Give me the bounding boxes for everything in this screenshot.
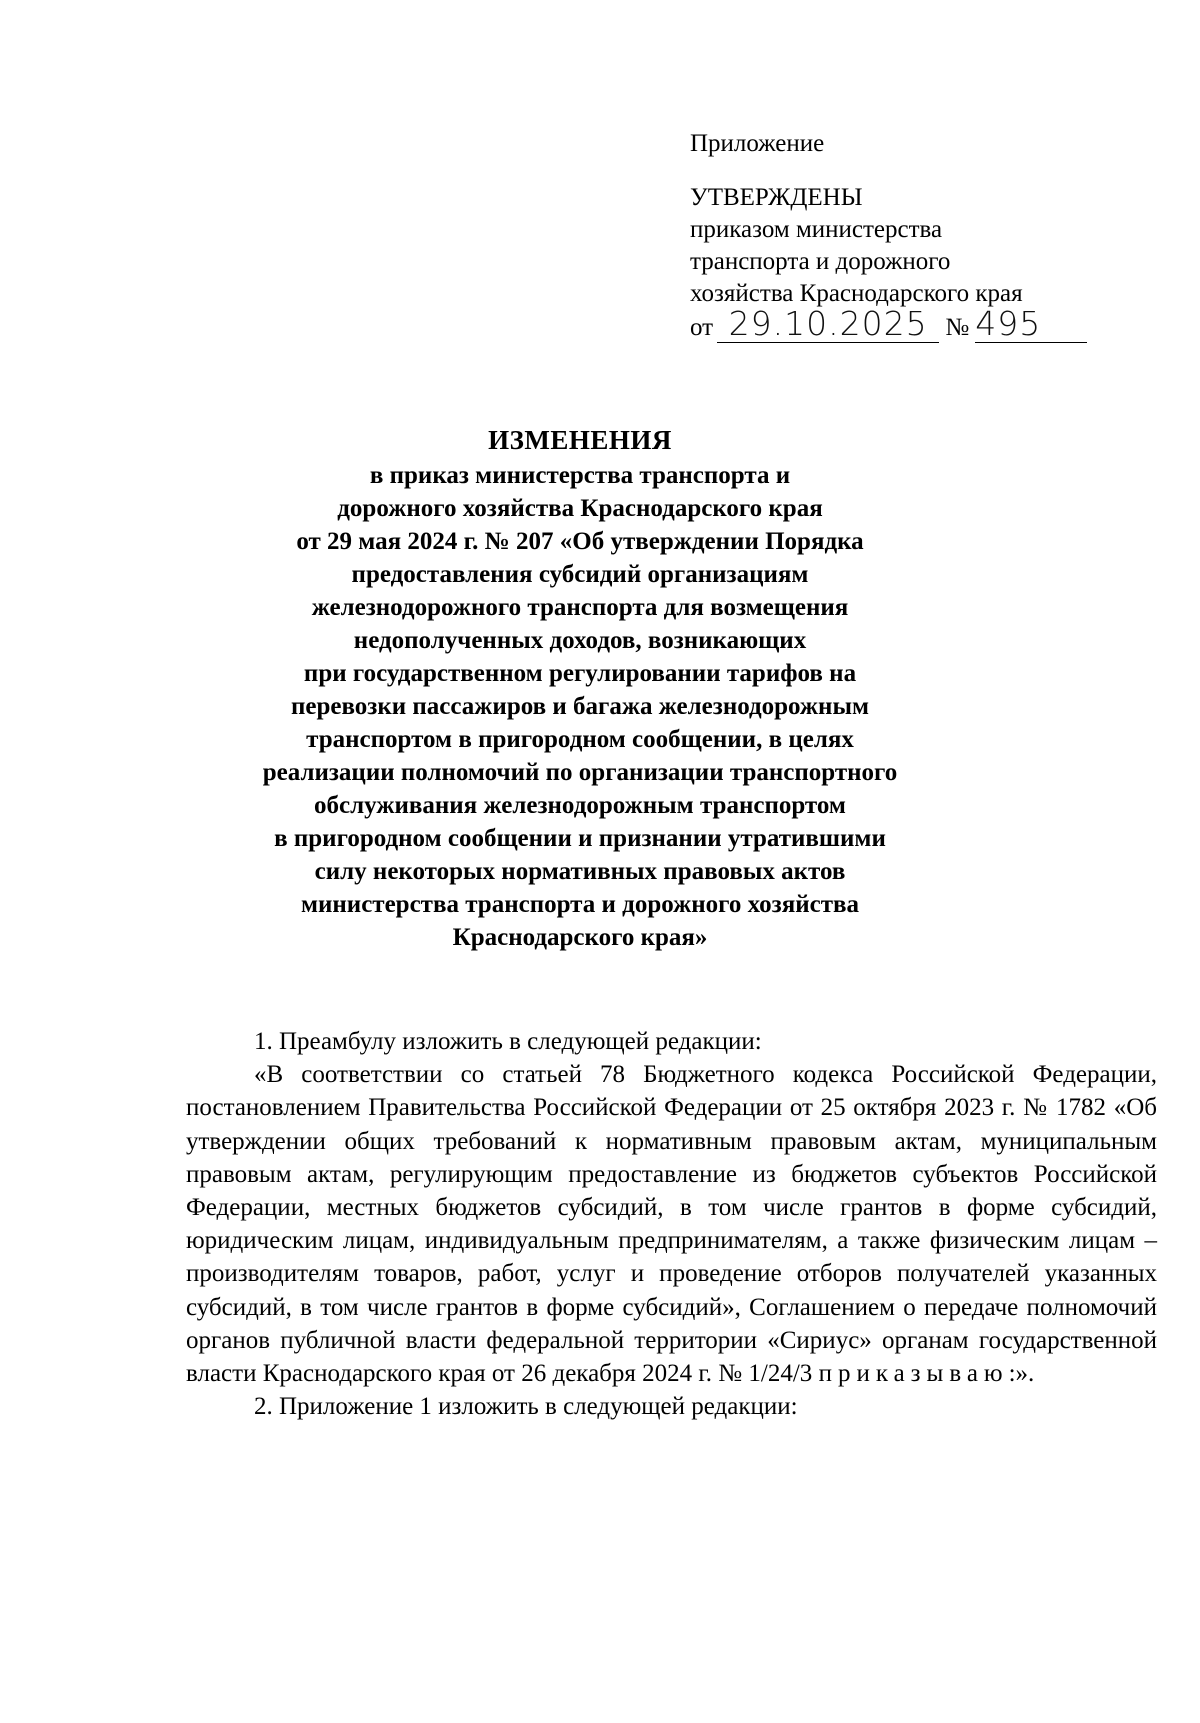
approved-by-line-2: транспорта и дорожного [690, 248, 951, 275]
title-line: силу некоторых нормативных правовых актов [314, 858, 846, 885]
order-number: 495 [975, 304, 1042, 343]
title-line: Краснодарского края» [452, 924, 708, 951]
preamble-end: :». [1008, 1360, 1035, 1388]
order-date: 29.10.2025 [728, 304, 928, 343]
number-prefix: № [945, 314, 970, 341]
order-date-field [717, 304, 939, 343]
title-line: обслуживания железнодорожным транспортом [314, 792, 846, 819]
title-line: перевозки пассажиров и багажа железнодорожным [290, 693, 870, 720]
approved-by-line-1: приказом министерства [690, 216, 943, 243]
title-heading: ИЗМЕНЕНИЯ [488, 425, 672, 455]
title-line: реализации полномочий по организации транспортного [262, 759, 898, 786]
order-word: приказываю [818, 1360, 1009, 1388]
document-body [186, 1025, 1157, 1423]
approved-label: УТВЕРЖДЕНЫ [690, 184, 863, 211]
date-number-line [690, 304, 1120, 344]
title-line: от 29 мая 2024 г. № 207 «Об утверждении Порядка [296, 528, 864, 555]
approval-stamp [690, 128, 1120, 344]
preamble-paragraph [186, 1058, 1157, 1390]
order-number-field [975, 304, 1087, 343]
title-line: железнодорожного транспорта для возмещения [311, 594, 849, 621]
title-line: при государственном регулировании тарифов на [303, 660, 857, 687]
title-line: предоставления субсидий организациям [351, 561, 809, 588]
item-1-paragraph: 1. Преамбулу изложить в следующей редакции: [254, 1028, 762, 1055]
approved-by-line-3: хозяйства Краснодарского края [690, 280, 1023, 307]
appendix-label: Приложение [690, 130, 825, 157]
title-line: в пригородном сообщении и признании утратившими [274, 825, 886, 852]
title-line: министерства транспорта и дорожного хозяйства [300, 891, 860, 918]
preamble-text: «В соответствии со статьей 78 Бюджетного кодекса Российской Федерации, постановлением Правительства Российской Федерации от 25 октября 2023 г. № 1782 «Об утверждении общих требований к нормативным правовым актам, муниципальным правовым актам, регулирующим предоставление из бюджетов субъектов Российской Федерации, местных бюджетов субсидий, в том числе грантов в форме субсидий, юридическим лицам, индивидуальным предпринимателям, а также физическим лицам – производителям товаров, работ, услуг и проведение отборов получателей указанных субсидий, в том числе грантов в форме субсидий», Соглашением о передаче полномочий органов публичной власти федеральной территории «Сириус» органам государственной власти Краснодарского края от 26 декабря 2024 г. № 1/24/3 [186, 1061, 1157, 1388]
item-2-paragraph: 2. Приложение 1 изложить в следующей редакции: [254, 1393, 798, 1421]
title-line: недополученных доходов, возникающих [353, 627, 807, 654]
document-title [200, 424, 960, 954]
title-line: транспортом в пригородном сообщении, в целях [306, 726, 854, 753]
title-line: дорожного хозяйства Краснодарского края [337, 495, 823, 522]
date-prefix: от [690, 314, 714, 341]
title-line: в приказ министерства транспорта и [369, 462, 791, 489]
